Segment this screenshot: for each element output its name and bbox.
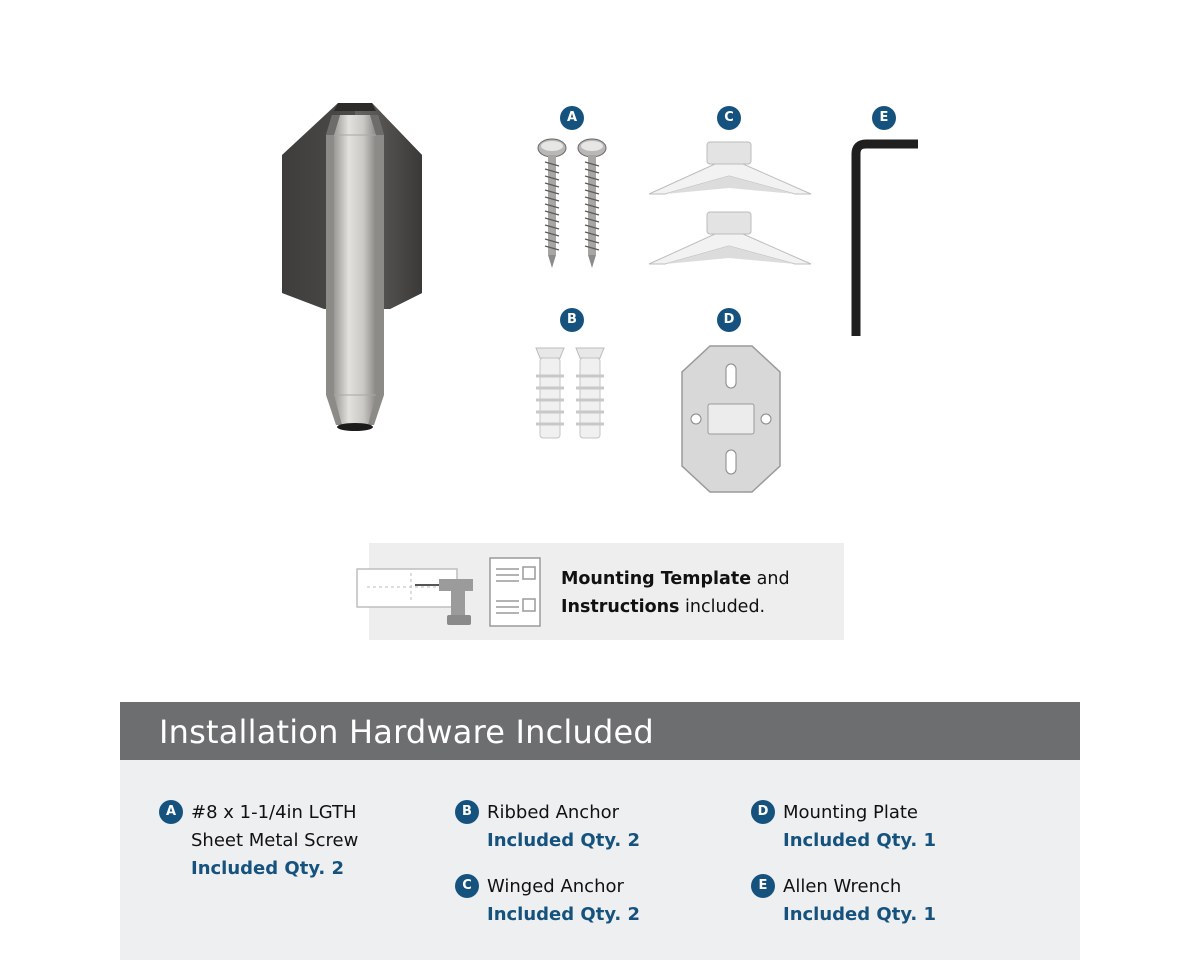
template-note-text: Mounting Template and Instructions included.	[561, 569, 790, 617]
hardware-name-a-line1: #8 x 1-1/4in LGTH	[191, 802, 357, 823]
hardware-badge-c: C	[455, 874, 479, 898]
badge-a: A	[560, 106, 584, 130]
hardware-header	[120, 702, 1080, 760]
hardware-badge-d: D	[751, 800, 775, 824]
hardware-qty-c: Included Qty. 2	[487, 904, 641, 925]
sheet-metal-screw-image	[528, 136, 618, 271]
hardware-name-d: Mounting Plate	[783, 802, 918, 823]
hardware-qty-e: Included Qty. 1	[783, 904, 937, 925]
hardware-badge-b: B	[455, 800, 479, 824]
badge-e: E	[872, 106, 896, 130]
hardware-badge-a: A	[159, 800, 183, 824]
allen-wrench-image	[846, 136, 926, 342]
hardware-qty-a: Included Qty. 2	[191, 858, 345, 879]
mounting-plate-image	[680, 344, 782, 494]
mounting-template-note	[369, 543, 844, 640]
hardware-name-b: Ribbed Anchor	[487, 802, 620, 823]
instructions-document-icon	[489, 557, 541, 627]
hardware-title: Installation Hardware Included	[159, 713, 654, 751]
wall-hook-product-image	[270, 95, 440, 440]
hardware-name-a-line2: Sheet Metal Screw	[191, 830, 359, 851]
winged-anchor-image	[645, 138, 815, 273]
drill-template-icon	[355, 565, 475, 629]
hardware-qty-b: Included Qty. 2	[487, 830, 641, 851]
hardware-name-c: Winged Anchor	[487, 876, 624, 897]
hardware-name-e: Allen Wrench	[783, 876, 902, 897]
badge-b: B	[560, 308, 584, 332]
hardware-list	[120, 760, 1080, 960]
ribbed-anchor-image	[528, 344, 618, 444]
badge-c: C	[717, 106, 741, 130]
badge-d: D	[717, 308, 741, 332]
hardware-badge-e: E	[751, 874, 775, 898]
hardware-qty-d: Included Qty. 1	[783, 830, 937, 851]
